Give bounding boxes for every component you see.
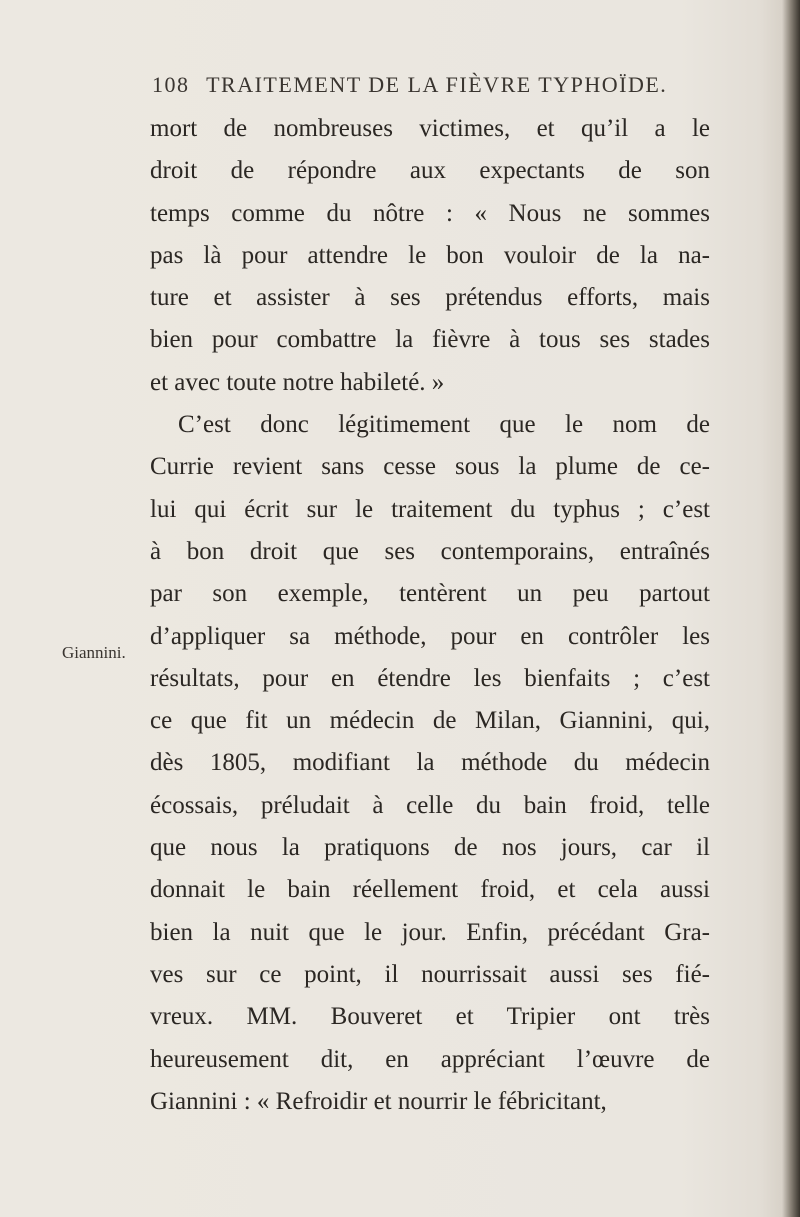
margin-note: Giannini. — [62, 643, 126, 662]
text-line: lui qui écrit sur le traitement du typhus ; c’est — [150, 495, 710, 523]
text-line: à bon droit que ses contemporains, entraînés — [150, 537, 710, 565]
text-line: pas là pour attendre le bon vouloir de la na- — [150, 241, 710, 269]
text-line: C’est donc légitimement que le nom de — [178, 411, 710, 439]
text-line: Currie revient sans cesse sous la plume de ce- — [150, 453, 710, 481]
text-line: résultats, pour en étendre les bienfaits ; c’est — [150, 664, 710, 692]
text-line: mort de nombreuses victimes, et qu’il a le — [150, 115, 710, 142]
text-line: ce que fit un médecin de Milan, Giannini, qui, — [150, 707, 710, 735]
text-line: ves sur ce point, il nourrissait aussi ses fié- — [150, 960, 710, 988]
text-line: heureusement dit, en appréciant l’œuvre de — [150, 1045, 710, 1073]
text-line: bien la nuit que le jour. Enfin, précédant Gra- — [150, 918, 710, 946]
page-number: 108 — [152, 72, 190, 97]
running-title: TRAITEMENT DE LA FIÈVRE TYPHOÏDE. — [206, 72, 668, 97]
text-line: droit de répondre aux expectants de son — [150, 157, 710, 185]
text-line: donnait le bain réellement froid, et cela aussi — [150, 876, 710, 904]
text-line: bien pour combattre la fièvre à tous ses stades — [150, 326, 710, 354]
text-line: ture et assister à ses prétendus efforts, mais — [150, 284, 710, 312]
text-line: vreux. MM. Bouveret et Tripier ont très — [150, 1003, 710, 1031]
text-line: par son exemple, tentèrent un peu partout — [150, 580, 710, 608]
text-line: que nous la pratiquons de nos jours, car il — [150, 834, 710, 862]
text-line: temps comme du nôtre : « Nous ne sommes — [150, 199, 710, 227]
text-line: d’appliquer sa méthode, pour en contrôler les — [150, 622, 710, 650]
page-binding-shadow — [782, 0, 800, 1217]
text-line: écossais, préludait à celle du bain froid, telle — [150, 791, 710, 819]
body-text — [150, 108, 710, 1123]
text-line: Giannini : « Refroidir et nourrir le fébricitant, — [150, 1087, 607, 1115]
text-line: dès 1805, modifiant la méthode du médecin — [150, 749, 710, 777]
text-line: et avec toute notre habileté. » — [150, 368, 445, 396]
running-header — [152, 72, 667, 98]
